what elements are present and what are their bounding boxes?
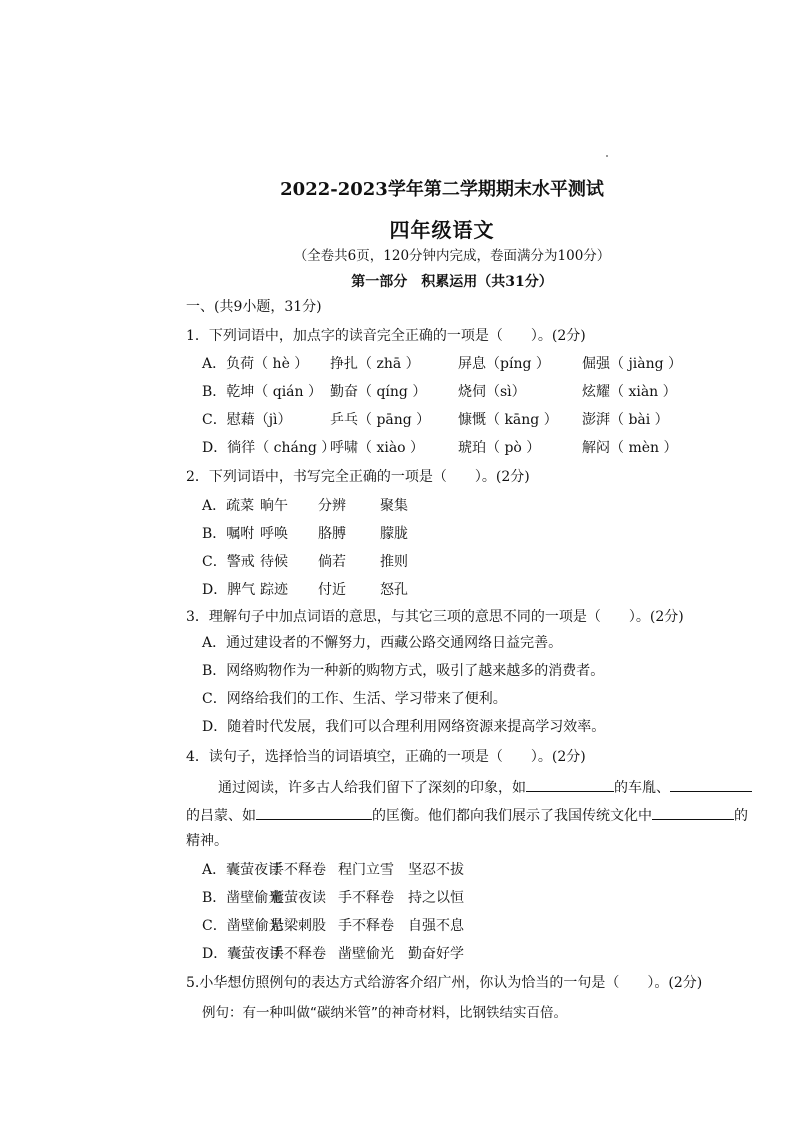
question-3-stem: 3．理解句子中加点词语的意思，与其它三项的意思不同的一项是（ ）。(2分) bbox=[186, 609, 684, 625]
option-word: D．徜徉（ cháng ） bbox=[202, 440, 336, 456]
answer-blank[interactable] bbox=[526, 777, 614, 792]
question-2-option-c bbox=[202, 553, 440, 571]
question-1-option-c bbox=[202, 411, 692, 429]
question-4-passage-line-3: 精神。 bbox=[186, 833, 228, 849]
option-word: 程门立雪 bbox=[338, 862, 394, 878]
option-word: B．乾坤（ qián ） bbox=[202, 384, 322, 400]
passage-text: 的 bbox=[734, 808, 748, 824]
option-word: C．警戒 bbox=[202, 554, 255, 570]
option-word: 囊萤夜读 bbox=[270, 890, 326, 906]
option-word: 怒孔 bbox=[380, 582, 408, 598]
option-word: 悬梁刺股 bbox=[270, 918, 326, 934]
option-word: 慷慨（ kāng ） bbox=[458, 412, 558, 428]
option-word: 勤奋（ qíng ） bbox=[330, 384, 427, 400]
option-word: 勤奋好学 bbox=[408, 946, 464, 962]
option-word: 琥珀（ pò ） bbox=[458, 440, 541, 456]
option-word: 烧伺（sì） bbox=[458, 384, 526, 400]
question-4-passage-line-1 bbox=[218, 777, 752, 797]
option-word: C．凿壁偷光 bbox=[202, 918, 283, 934]
option-word: B．嘱咐 bbox=[202, 526, 255, 542]
option-word: 炫耀（ xiàn ） bbox=[582, 384, 677, 400]
option-word: 呼唤 bbox=[260, 526, 288, 542]
question-1-option-b bbox=[202, 383, 692, 401]
question-2-option-d bbox=[202, 581, 440, 599]
option-word: D．脾气 bbox=[202, 582, 256, 598]
question-4-stem: 4．读句子，选择恰当的词语填空，正确的一项是（ ）。(2分) bbox=[186, 749, 586, 765]
answer-blank[interactable] bbox=[256, 805, 372, 820]
option-word: 朦胧 bbox=[380, 526, 408, 542]
question-5-example: 例句：有一种叫做“碳纳米管”的神奇材料，比钢铁结实百倍。 bbox=[202, 1005, 567, 1021]
option-word: 澎湃（ bài ） bbox=[582, 412, 669, 428]
option-word: 持之以恒 bbox=[408, 890, 464, 906]
passage-text: 的车胤、 bbox=[614, 780, 670, 796]
option-word: 乒乓（ pāng ） bbox=[330, 412, 431, 428]
question-3-option-b: B．网络购物作为一种新的购物方式，吸引了越来越多的消费者。 bbox=[202, 663, 605, 679]
option-word: 胳膊 bbox=[318, 526, 346, 542]
question-4-option-b bbox=[202, 889, 488, 907]
section-heading: 一、(共9小题，31分) bbox=[186, 299, 322, 315]
option-word: 倔强（ jiàng ） bbox=[582, 356, 683, 372]
option-word: B．凿壁偷光 bbox=[202, 890, 283, 906]
option-word: 自强不息 bbox=[408, 918, 464, 934]
option-word: 手不释卷 bbox=[338, 918, 394, 934]
question-3-option-a: A．通过建设者的不懈努力，西藏公路交通网络日益完善。 bbox=[202, 635, 563, 651]
option-word: 倘若 bbox=[318, 554, 346, 570]
passage-text: 的吕蒙、如 bbox=[186, 808, 256, 824]
question-3-option-d: D．随着时代发展，我们可以合理利用网络资源来提高学习效率。 bbox=[202, 719, 606, 735]
question-4-option-a bbox=[202, 861, 488, 879]
question-2-option-a bbox=[202, 497, 440, 515]
part-heading: 第一部分 积累运用（共31分） bbox=[351, 274, 553, 290]
passage-text: 的匡衡。他们都向我们展示了我国传统文化中 bbox=[372, 808, 652, 824]
exam-title: 2022-2023学年第二学期期末水平测试 bbox=[280, 179, 604, 200]
option-word: A．囊萤夜读 bbox=[202, 862, 283, 878]
question-1-option-d bbox=[202, 439, 692, 457]
option-word: 屏息（píng ） bbox=[458, 356, 550, 372]
option-word: 坚忍不拔 bbox=[408, 862, 464, 878]
question-2-stem: 2．下列词语中，书写完全正确的一项是（ ）。(2分) bbox=[186, 469, 530, 485]
answer-blank[interactable] bbox=[670, 777, 752, 792]
option-word: 推则 bbox=[380, 554, 408, 570]
question-1-option-a bbox=[202, 355, 692, 373]
question-4-passage-line-2 bbox=[186, 805, 748, 825]
option-word: 聚集 bbox=[380, 498, 408, 514]
answer-blank[interactable] bbox=[652, 805, 734, 820]
question-4-option-c bbox=[202, 917, 488, 935]
option-word: A．疏菜 bbox=[202, 498, 255, 514]
option-word: 待候 bbox=[260, 554, 288, 570]
question-2-option-b bbox=[202, 525, 440, 543]
option-word: 解闷（ mèn ） bbox=[582, 440, 678, 456]
option-word: 呼啸（ xiào ） bbox=[330, 440, 425, 456]
option-word: 晌午 bbox=[260, 498, 288, 514]
question-4-option-d bbox=[202, 945, 488, 963]
option-word: 挣扎（ zhā ） bbox=[330, 356, 420, 372]
option-word: 手不释卷 bbox=[338, 890, 394, 906]
option-word: 踪迹 bbox=[260, 582, 288, 598]
exam-subject: 四年级语文 bbox=[389, 218, 495, 242]
question-3-option-c: C．网络给我们的工作、生活、学习带来了便利。 bbox=[202, 691, 507, 707]
option-word: 付近 bbox=[318, 582, 346, 598]
exam-note: （全卷共6页，120分钟内完成，卷面满分为100分） bbox=[293, 248, 611, 264]
option-word: A．负荷（ hè ） bbox=[202, 356, 309, 372]
question-5-stem: 5.小华想仿照例句的表达方式给游客介绍广州，你认为恰当的一句是（ ）。(2分) bbox=[186, 975, 703, 991]
question-1-stem: 1．下列词语中，加点字的读音完全正确的一项是（ ）。(2分) bbox=[186, 328, 586, 344]
option-word: 分辨 bbox=[318, 498, 346, 514]
scan-speck bbox=[606, 155, 608, 157]
option-word: 手不释卷 bbox=[270, 862, 326, 878]
option-word: 手不释卷 bbox=[270, 946, 326, 962]
option-word: D．囊萤夜读 bbox=[202, 946, 284, 962]
passage-text: 通过阅读，许多古人给我们留下了深刻的印象，如 bbox=[218, 780, 526, 796]
option-word: 凿壁偷光 bbox=[338, 946, 394, 962]
option-word: C．慰藉（jì） bbox=[202, 412, 292, 428]
